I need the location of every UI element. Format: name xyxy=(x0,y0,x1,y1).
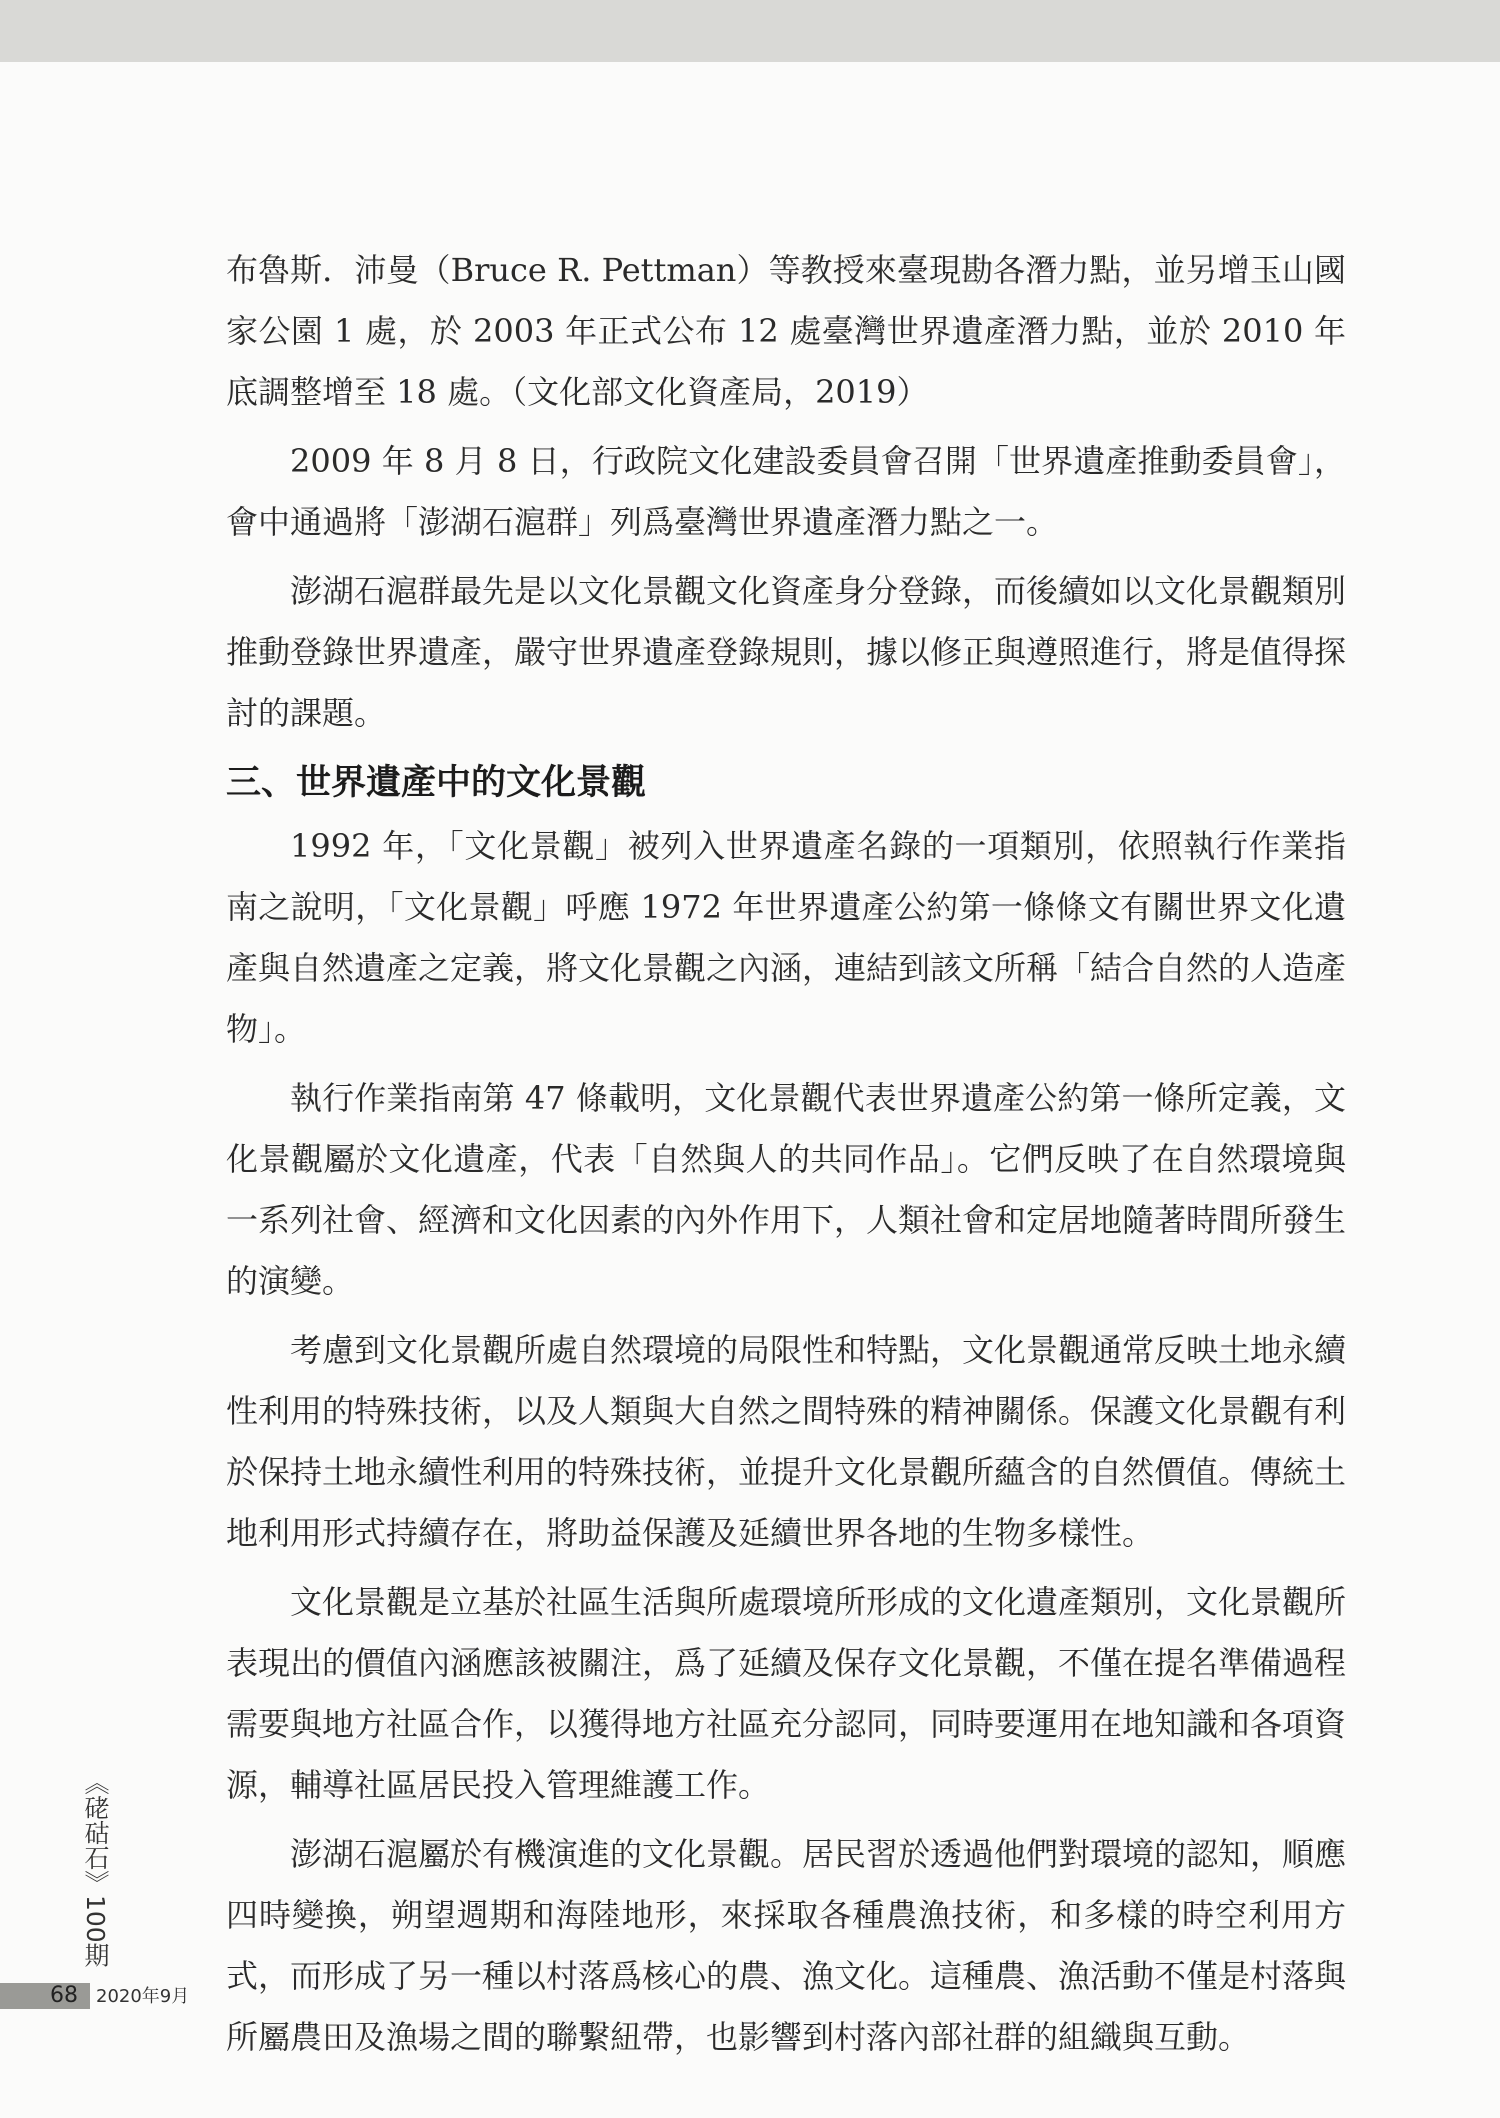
paragraph: 澎湖石滬屬於有機演進的文化景觀。居民習於透過他們對環境的認知，順應四時變換，朔望週期和海陸地形，來採取各種農漁技術，和多樣的時空利用方式，而形成了另一種以村落爲核心的農、漁文化。這種農、漁活動不僅是村落與所屬農田及漁場之間的聯繫紐帶，也影響到村落內部社群的組織與互動。 xyxy=(226,1835,1347,2056)
publication-title: 《硓𥑮石》100期 xyxy=(81,1770,110,1968)
paragraph: 2009 年 8 月 8 日，行政院文化建設委員會召開「世界遺產推動委員會」，會中通過將「澎湖石滬群」列爲臺灣世界遺產潛力點之一。 xyxy=(226,442,1346,541)
paragraph: 澎湖石滬群最先是以文化景觀文化資產身分登錄，而後續如以文化景觀類別推動登錄世界遺產，嚴守世界遺產登錄規則，據以修正與遵照進行，將是值得探討的課題。 xyxy=(226,572,1347,732)
page-number: 68 xyxy=(50,1983,78,2008)
scan-top-edge xyxy=(0,0,1500,62)
paragraph: 考慮到文化景觀所處自然環境的局限性和特點，文化景觀通常反映土地永續性利用的特殊技術，以及人類與大自然之間特殊的精神關係。保護文化景觀有利於保持土地永續性利用的特殊技術，並提升文化景觀所蘊含的自然價值。傳統土地利用形式持續存在，將助益保護及延續世界各地的生物多樣性。 xyxy=(226,1331,1347,1552)
paragraph: 執行作業指南第 47 條載明，文化景觀代表世界遺產公約第一條所定義，文化景觀屬於文化遺產，代表「自然與人的共同作品」。它們反映了在自然環境與一系列社會、經濟和文化因素的內外作用下，人類社會和定居地隨著時間所發生的演變。 xyxy=(226,1079,1347,1300)
section-heading: 三、世界遺產中的文化景觀 xyxy=(226,763,647,803)
paragraph: 文化景觀是立基於社區生活與所處環境所形成的文化遺產類別，文化景觀所表現出的價值內涵應該被關注，爲了延續及保存文化景觀，不僅在提名準備過程需要與地方社區合作，以獲得地方社區充分認同，同時要運用在地知識和各項資源，輔導社區居民投入管理維護工作。 xyxy=(226,1583,1347,1804)
article-body xyxy=(226,240,1346,2076)
issue-date: 2020年9月 xyxy=(96,1986,190,2007)
paragraph-continued: 布魯斯．沛曼（Bruce R. Pettman）等教授來臺現勘各潛力點，並另增玉山國家公園 1 處，於 2003 年正式公布 12 處臺灣世界遺產潛力點，並於 2010 年底調整增至 18 處。（文化部文化資產局，2019） xyxy=(226,251,1346,411)
paragraph: 1992 年，「文化景觀」被列入世界遺產名錄的一項類別，依照執行作業指南之說明，「文化景觀」呼應 1972 年世界遺產公約第一條條文有關世界文化遺產與自然遺產之定義，將文化景觀之內涵，連結到該文所稱「結合自然的人造產物」。 xyxy=(226,827,1347,1048)
